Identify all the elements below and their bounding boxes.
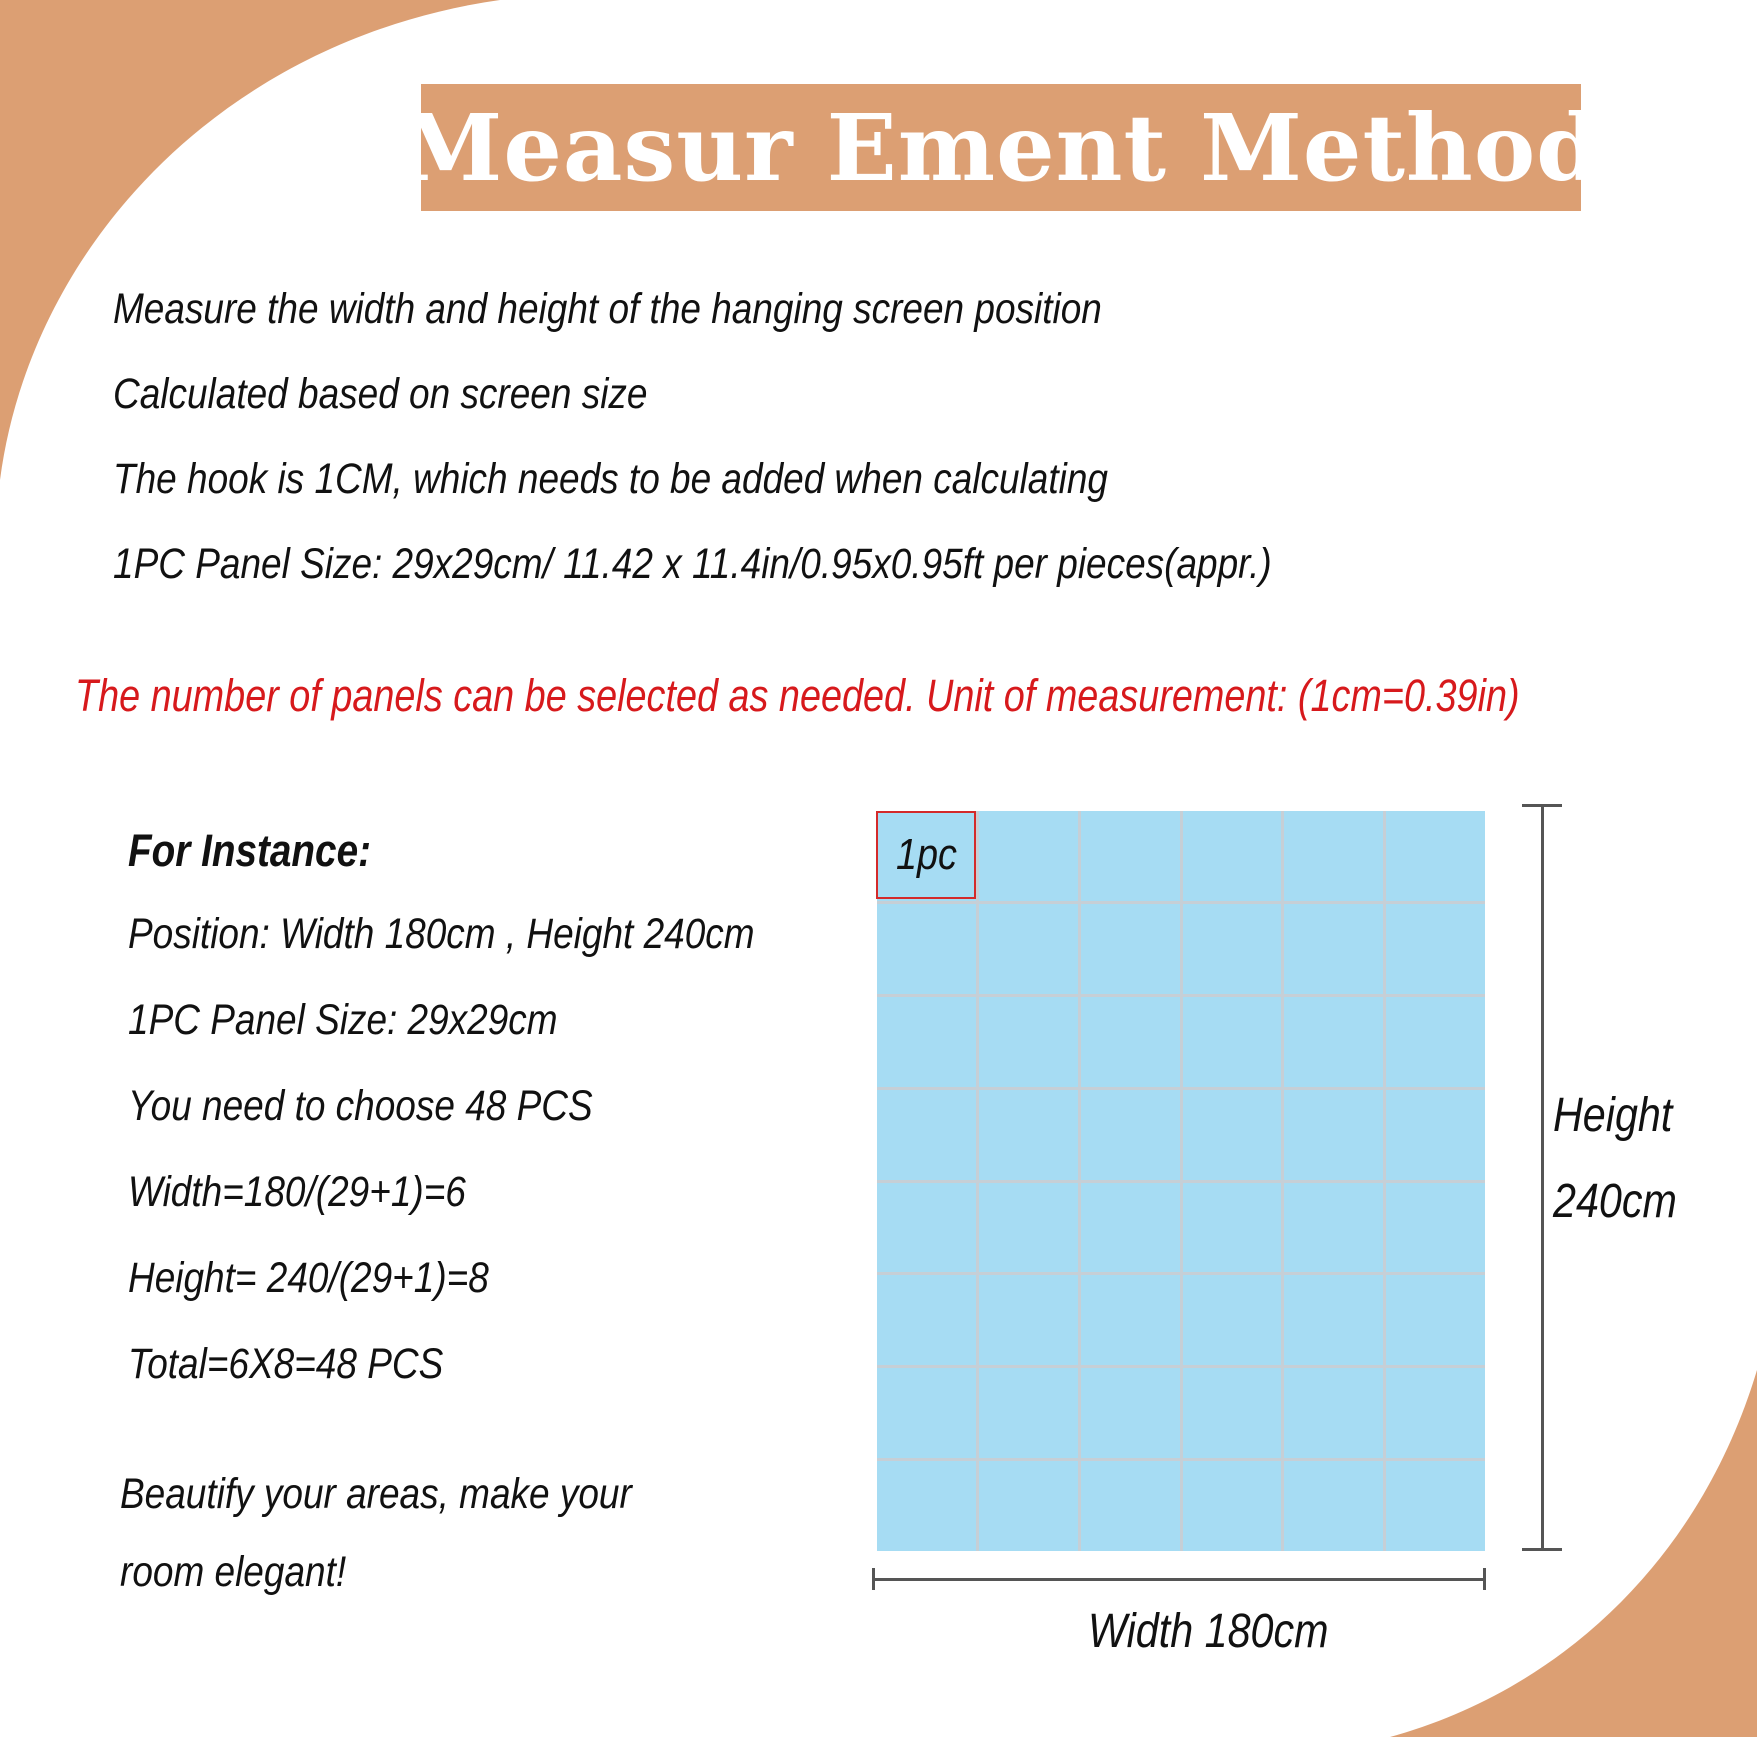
panel-cell xyxy=(979,1275,1078,1365)
panel-cell xyxy=(1284,1461,1383,1551)
panel-cell xyxy=(1081,1461,1180,1551)
instruction-2: Calculated based on screen size xyxy=(113,370,648,418)
panel-cell xyxy=(979,904,1078,994)
panel-cell xyxy=(1183,997,1282,1087)
panel-cell xyxy=(1284,1275,1383,1365)
height-dimension-line xyxy=(1541,805,1544,1551)
panel-cell xyxy=(1183,811,1282,901)
panel-cell xyxy=(1284,1368,1383,1458)
single-panel-highlight xyxy=(876,811,976,899)
panel-cell xyxy=(1183,1090,1282,1180)
height-label: Height xyxy=(1553,1089,1673,1142)
panel-cell xyxy=(877,1461,976,1551)
panel-cell xyxy=(1183,1275,1282,1365)
panel-cell xyxy=(979,1461,1078,1551)
title-banner xyxy=(400,84,1602,211)
panel-cell xyxy=(1284,997,1383,1087)
single-panel-label: 1pc xyxy=(895,830,957,879)
panel-cell xyxy=(1081,997,1180,1087)
panel-cell xyxy=(877,1368,976,1458)
panel-cell xyxy=(979,1090,1078,1180)
panel-cell xyxy=(1386,997,1485,1087)
panel-cell xyxy=(1386,1090,1485,1180)
panel-cell xyxy=(1081,1183,1180,1273)
measurement-note: The number of panels can be selected as needed. Unit of measurement: (1cm=0.39in) xyxy=(75,670,1520,721)
example-line-3: You need to choose 48 PCS xyxy=(128,1082,593,1130)
height-dimension-cap-top xyxy=(1522,804,1562,807)
panel-cell xyxy=(1284,1090,1383,1180)
panel-cell xyxy=(1284,904,1383,994)
panel-cell xyxy=(979,1183,1078,1273)
tagline-line-2: room elegant! xyxy=(120,1548,347,1596)
instruction-4: 1PC Panel Size: 29x29cm/ 11.42 x 11.4in/0.95x0.95ft per pieces(appr.) xyxy=(113,540,1272,588)
panel-cell xyxy=(1386,1183,1485,1273)
example-heading: For Instance: xyxy=(128,825,371,876)
panel-cell xyxy=(1284,811,1383,901)
example-line-2: 1PC Panel Size: 29x29cm xyxy=(128,996,558,1044)
panel-cell xyxy=(1386,1461,1485,1551)
panel-cell xyxy=(1386,811,1485,901)
page-title: Measur Ement Method xyxy=(400,93,1602,202)
height-dimension-cap-bottom xyxy=(1522,1548,1562,1551)
panel-cell xyxy=(877,904,976,994)
panel-cell xyxy=(1284,1183,1383,1273)
example-line-6: Total=6X8=48 PCS xyxy=(128,1340,444,1388)
example-line-1: Position: Width 180cm , Height 240cm xyxy=(128,910,755,958)
tagline-line-1: Beautify your areas, make your xyxy=(120,1470,632,1518)
width-label: Width 180cm xyxy=(1088,1605,1329,1658)
panel-cell xyxy=(1386,1368,1485,1458)
panel-cell xyxy=(1183,1461,1282,1551)
panel-cell xyxy=(1081,1275,1180,1365)
panel-cell xyxy=(1081,811,1180,901)
panel-cell xyxy=(979,1368,1078,1458)
panel-cell xyxy=(1183,1183,1282,1273)
width-dimension-cap-right xyxy=(1483,1568,1486,1590)
panel-cell xyxy=(1386,1275,1485,1365)
panel-cell xyxy=(1081,904,1180,994)
example-line-4: Width=180/(29+1)=6 xyxy=(128,1168,466,1216)
width-dimension-line xyxy=(873,1578,1485,1581)
panel-cell xyxy=(877,1183,976,1273)
panel-cell xyxy=(979,997,1078,1087)
panel-cell xyxy=(1081,1090,1180,1180)
height-value: 240cm xyxy=(1553,1175,1677,1228)
panel-grid xyxy=(877,811,1485,1551)
panel-cell xyxy=(877,997,976,1087)
panel-cell xyxy=(1386,904,1485,994)
panel-cell xyxy=(979,811,1078,901)
panel-cell xyxy=(1081,1368,1180,1458)
width-dimension-cap-left xyxy=(872,1568,875,1590)
panel-cell xyxy=(1183,904,1282,994)
instruction-1: Measure the width and height of the hanging screen position xyxy=(113,285,1102,333)
panel-cell xyxy=(1183,1368,1282,1458)
example-line-5: Height= 240/(29+1)=8 xyxy=(128,1254,489,1302)
instruction-3: The hook is 1CM, which needs to be added when calculating xyxy=(113,455,1108,503)
panel-cell xyxy=(877,1090,976,1180)
panel-cell xyxy=(877,1275,976,1365)
